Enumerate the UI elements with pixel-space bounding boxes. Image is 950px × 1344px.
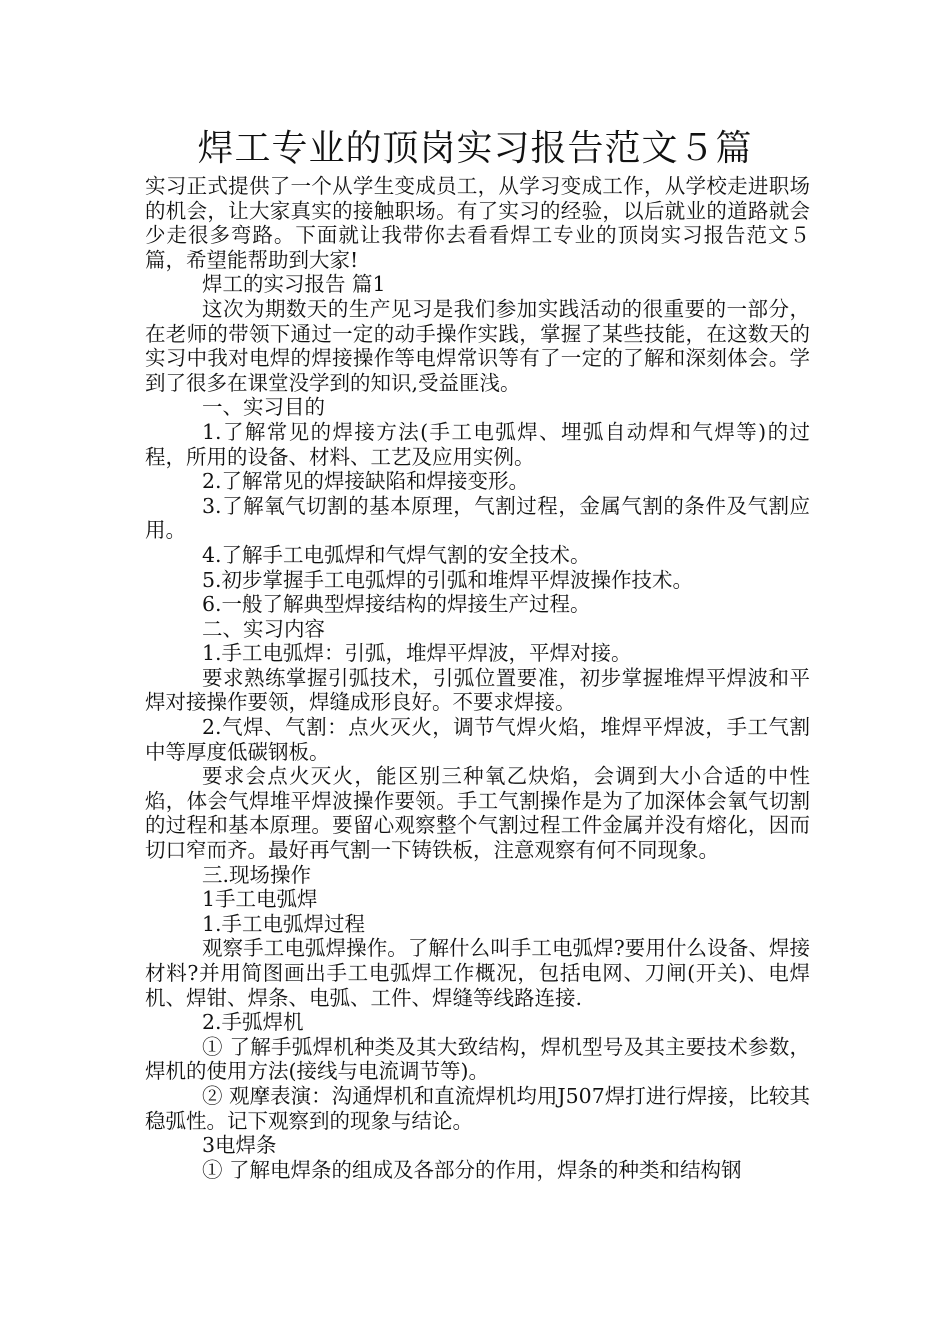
- paragraph: 1手工电弧焊: [202, 887, 318, 912]
- paragraph: 这次为期数天的生产见习是我们参加实践活动的很重要的一部分，在老师的带领下通过一定的动手操作实践，掌握了某些技能，在这数天的实习中我对电焊的焊接操作等电焊常识等有了一定的了解和深刻体会。学到了很多在课堂没学到的知识,受益匪浅。: [145, 296, 810, 395]
- paragraph: 2.气焊、气割：点火灭火，调节气焊火焰，堆焊平焊波，手工气割中等厚度低碳钢板。: [145, 715, 810, 764]
- paragraph: 一、实习目的: [202, 395, 325, 420]
- paragraph: 二、实习内容: [202, 616, 325, 641]
- paragraph: 要求会点火灭火，能区别三种氧乙炔焰，会调到大小合适的中性焰，体会气焊堆平焊波操作要领。手工气割操作是为了加深体会氧气切割的过程和基本原理。要留心观察整个气割过程工件金属并没有熔化，因而切口窄而齐。最好再气割一下铸铁板，注意观察有何不同现象。: [145, 764, 810, 863]
- paragraph: ① 了解电焊条的组成及各部分的作用，焊条的种类和结构钢: [202, 1157, 742, 1182]
- paragraph: 焊工的实习报告 篇1: [202, 272, 386, 297]
- paragraph: 1.了解常见的焊接方法(手工电弧焊、埋弧自动焊和气焊等)的过程，所用的设备、材料、工艺及应用实例。: [145, 419, 810, 469]
- paragraph: ② 观摩表演：沟通焊机和直流焊机均用J507焊打进行焊接，比较其稳弧性。记下观察到的现象与结论。: [145, 1083, 810, 1133]
- paragraph: 4.了解手工电弧焊和气焊气割的安全技术。: [202, 542, 591, 567]
- paragraph: 2.了解常见的焊接缺陷和焊接变形。: [202, 469, 530, 494]
- paragraph: 5.初步掌握手工电弧焊的引弧和堆焊平焊波操作技术。: [202, 567, 694, 592]
- document-title: 焊工专业的顶岗实习报告范文５篇: [197, 128, 753, 169]
- paragraph: 3.了解氧气切割的基本原理，气割过程，金属气割的条件及气割应用。: [145, 493, 810, 543]
- paragraph: 观察手工电弧焊操作。了解什么叫手工电弧焊?要用什么设备、焊接材料?并用简图画出手工电弧焊工作概况，包括电网、刀闸(开关)、电焊机、焊钳、焊条、电弧、工件、焊缝等线路连接.: [145, 936, 810, 1010]
- paragraph: 6.一般了解典型焊接结构的焊接生产过程。: [202, 592, 591, 617]
- paragraph: 1.手工电弧焊过程: [202, 911, 366, 936]
- paragraph: 3电焊条: [202, 1133, 277, 1158]
- paragraph: 三.现场操作: [202, 862, 312, 887]
- paragraph: 1.手工电弧焊：引弧，堆焊平焊波，平焊对接。: [202, 641, 632, 666]
- paragraph: ① 了解手弧焊机种类及其大致结构，焊机型号及其主要技术参数，焊机的使用方法(接线与电流调节等)。: [145, 1034, 810, 1084]
- paragraph: 2.手弧焊机: [202, 1010, 304, 1035]
- document-body: [145, 174, 810, 1182]
- paragraph: 要求熟练掌握引弧技术，引弧位置要准，初步掌握堆焊平焊波和平焊对接操作要领，焊缝成形良好。不要求焊接。: [145, 665, 810, 715]
- paragraph: 实习正式提供了一个从学生变成员工，从学习变成工作，从学校走进职场的机会，让大家真实的接触职场。有了实习的经验，以后就业的道路就会少走很多弯路。下面就让我带你去看看焊工专业的顶岗实习报告范文５篇，希望能帮助到大家!: [145, 174, 810, 272]
